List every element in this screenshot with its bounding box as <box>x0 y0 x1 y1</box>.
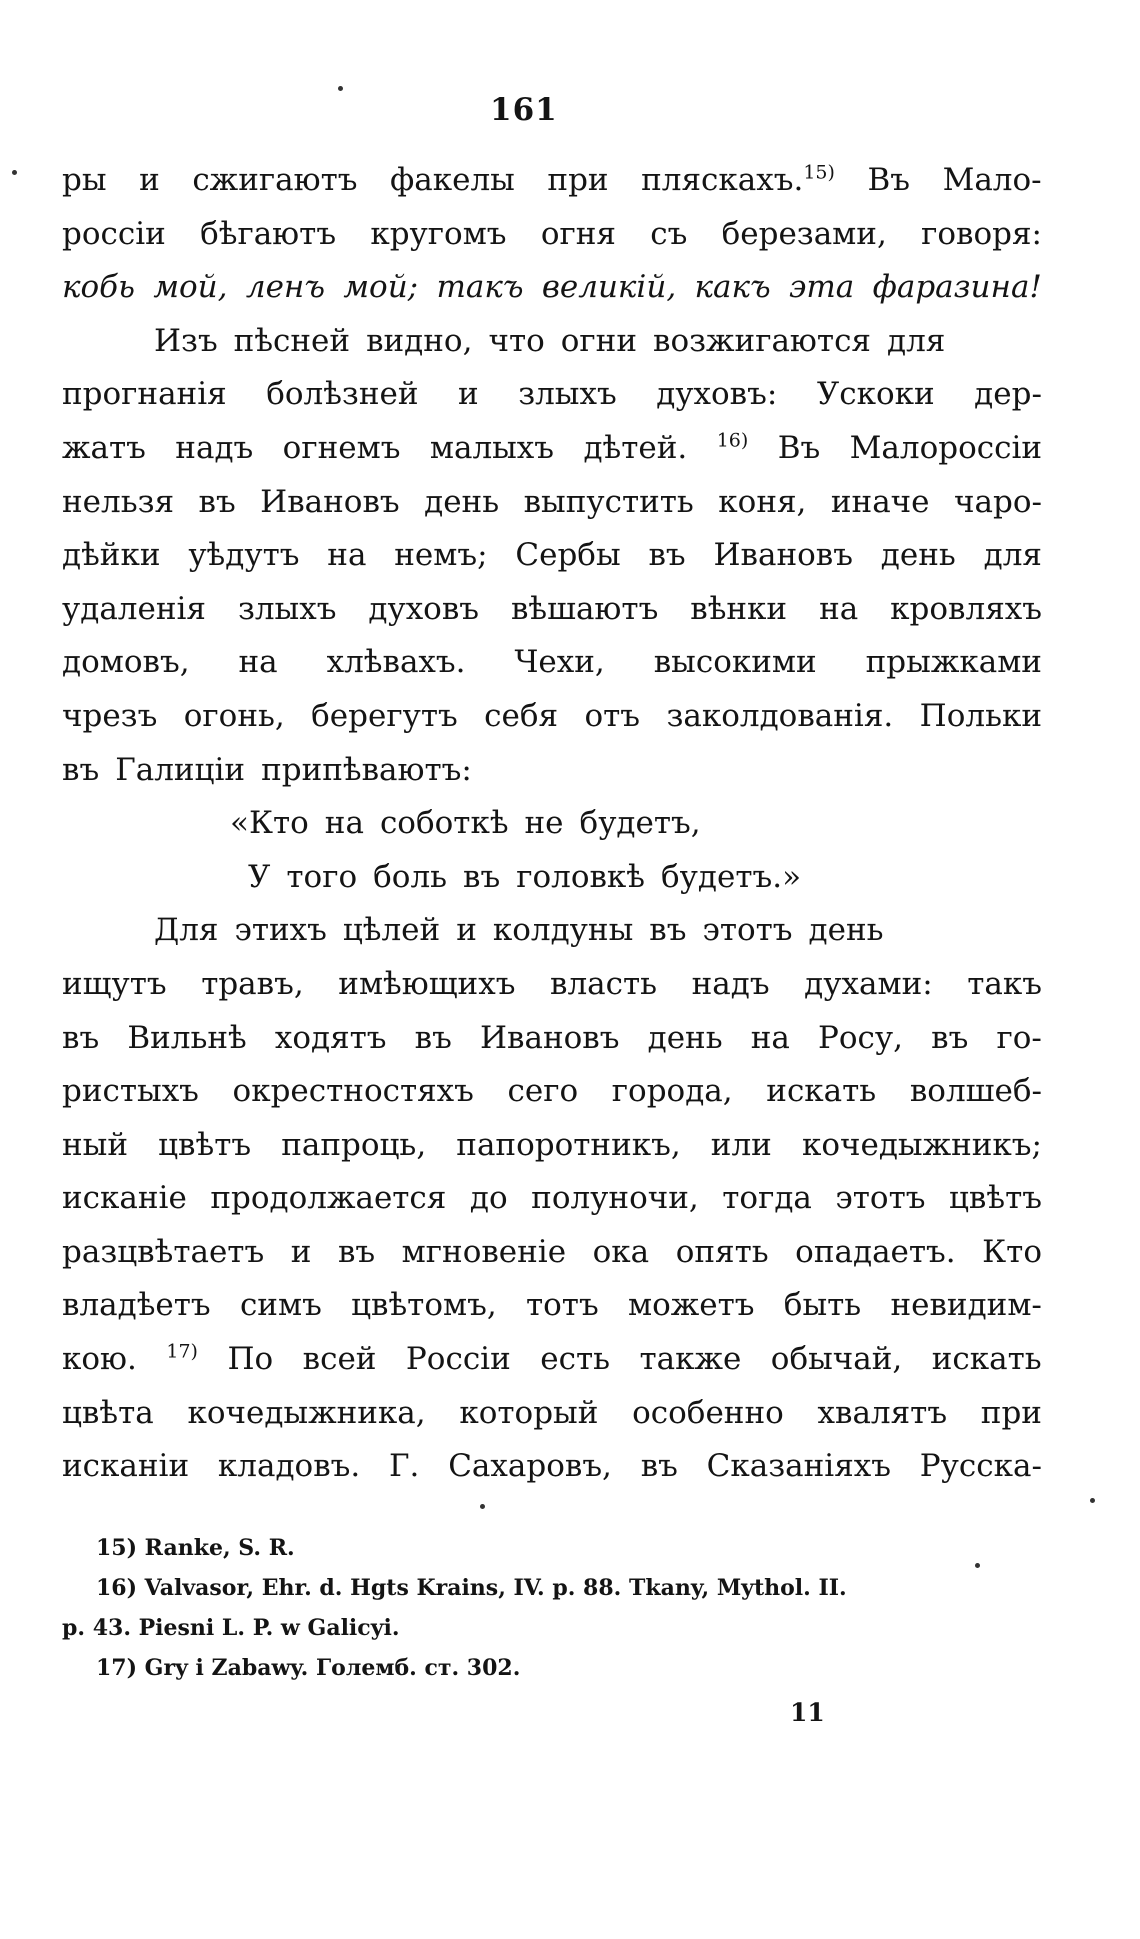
footnote-16: 16) Valvasor, Ehr. d. Hgts Krains, IV. p. 88. Tkany, Mythol. II. <box>96 1575 847 1601</box>
text-line-7: нельзя въ Ивановъ день выпустить коня, иначе чаро- <box>62 483 1042 520</box>
text-line-13: Для этихъ цѣлей и колдуны въ этотъ день <box>154 912 884 949</box>
verse-line-1: «Кто на соботкѣ не будетъ, <box>230 805 701 842</box>
text-line-1 <box>62 154 1042 208</box>
signature-mark: 11 <box>790 1698 825 1727</box>
text-line-12: въ Галиціи припѣваютъ: <box>62 751 472 788</box>
footnote-ref-15: 15) <box>803 161 835 184</box>
text-line-19: разцвѣтаетъ и въ мгновеніе ока опять опадаетъ. Кто <box>62 1233 1042 1270</box>
text-line-1-content: ры и сжигаютъ факелы при пляскахъ.$^{15)}$ Въ Мало- <box>62 161 1042 198</box>
footnote-ref-17: 17) <box>166 1340 198 1363</box>
footnote-ref-16: 16) <box>716 429 749 452</box>
text-line-9: удаленія злыхъ духовъ вѣшаютъ вѣнки на кровляхъ <box>62 590 1042 627</box>
verse-line-2: У того боль въ головкѣ будетъ.» <box>248 858 802 895</box>
footnotes <box>62 1528 1042 1688</box>
text-line-11: чрезъ огонь, берегутъ себя отъ заколдованія. Польки <box>62 697 1042 734</box>
footnote-15: 15) Ranke, S. R. <box>96 1535 295 1561</box>
print-speck <box>12 170 17 175</box>
print-speck <box>480 1504 485 1509</box>
text-line-10: домовъ, на хлѣвахъ. Чехи, высокими прыжками <box>62 644 1042 681</box>
text-line-17: ный цвѣтъ папроць, папоротникъ, или кочедыжникъ; <box>62 1126 1042 1163</box>
text-line-21 <box>62 1333 1042 1387</box>
text-line-14: ищутъ травъ, имѣющихъ власть надъ духами: такъ <box>62 965 1042 1002</box>
text-line-21-content: кою. $^{17)}$ По всей Россіи есть также обычай, искать <box>62 1340 1042 1378</box>
text-line-3: кобь мой, ленъ мой; такъ великій, какъ эта фаразина! <box>62 269 1042 306</box>
text-line-5: прогнанія болѣзней и злыхъ духовъ: Ускоки дер- <box>62 376 1042 413</box>
text-line-8: дѣйки уѣдутъ на немъ; Сербы въ Ивановъ день для <box>62 537 1042 574</box>
page-number: 161 <box>490 92 558 128</box>
text-line-22: цвѣта кочедыжника, который особенно хвалятъ при <box>62 1394 1042 1431</box>
print-speck <box>338 86 343 91</box>
text-line-6 <box>62 422 1042 476</box>
main-text <box>62 154 1042 1494</box>
text-line-15: въ Вильнѣ ходятъ въ Ивановъ день на Росу, въ го- <box>62 1019 1042 1056</box>
text-line-6-content: жатъ надъ огнемъ малыхъ дѣтей. $^{16)}$ Въ Малороссіи <box>62 429 1043 466</box>
text-line-2: россіи бѣгаютъ кругомъ огня съ березами, говоря: <box>62 215 1042 252</box>
footnote-16-continued: p. 43. Piesni L. P. w Galicyi. <box>62 1615 400 1641</box>
print-speck <box>1090 1498 1095 1503</box>
text-line-20: владѣетъ симъ цвѣтомъ, тотъ можетъ быть невидим- <box>62 1287 1042 1324</box>
text-line-16: ристыхъ окрестностяхъ сего города, искать волшеб- <box>62 1073 1042 1110</box>
footnote-17: 17) Gry i Zabawy. Големб. ст. 302. <box>96 1655 521 1681</box>
print-speck <box>975 1563 980 1568</box>
text-line-18: исканіе продолжается до полуночи, тогда этотъ цвѣтъ <box>62 1180 1042 1217</box>
text-line-4: Изъ пѣсней видно, что огни возжигаются для <box>154 322 946 359</box>
text-line-23: исканіи кладовъ. Г. Сахаровъ, въ Сказаніяхъ Русска- <box>62 1448 1042 1485</box>
